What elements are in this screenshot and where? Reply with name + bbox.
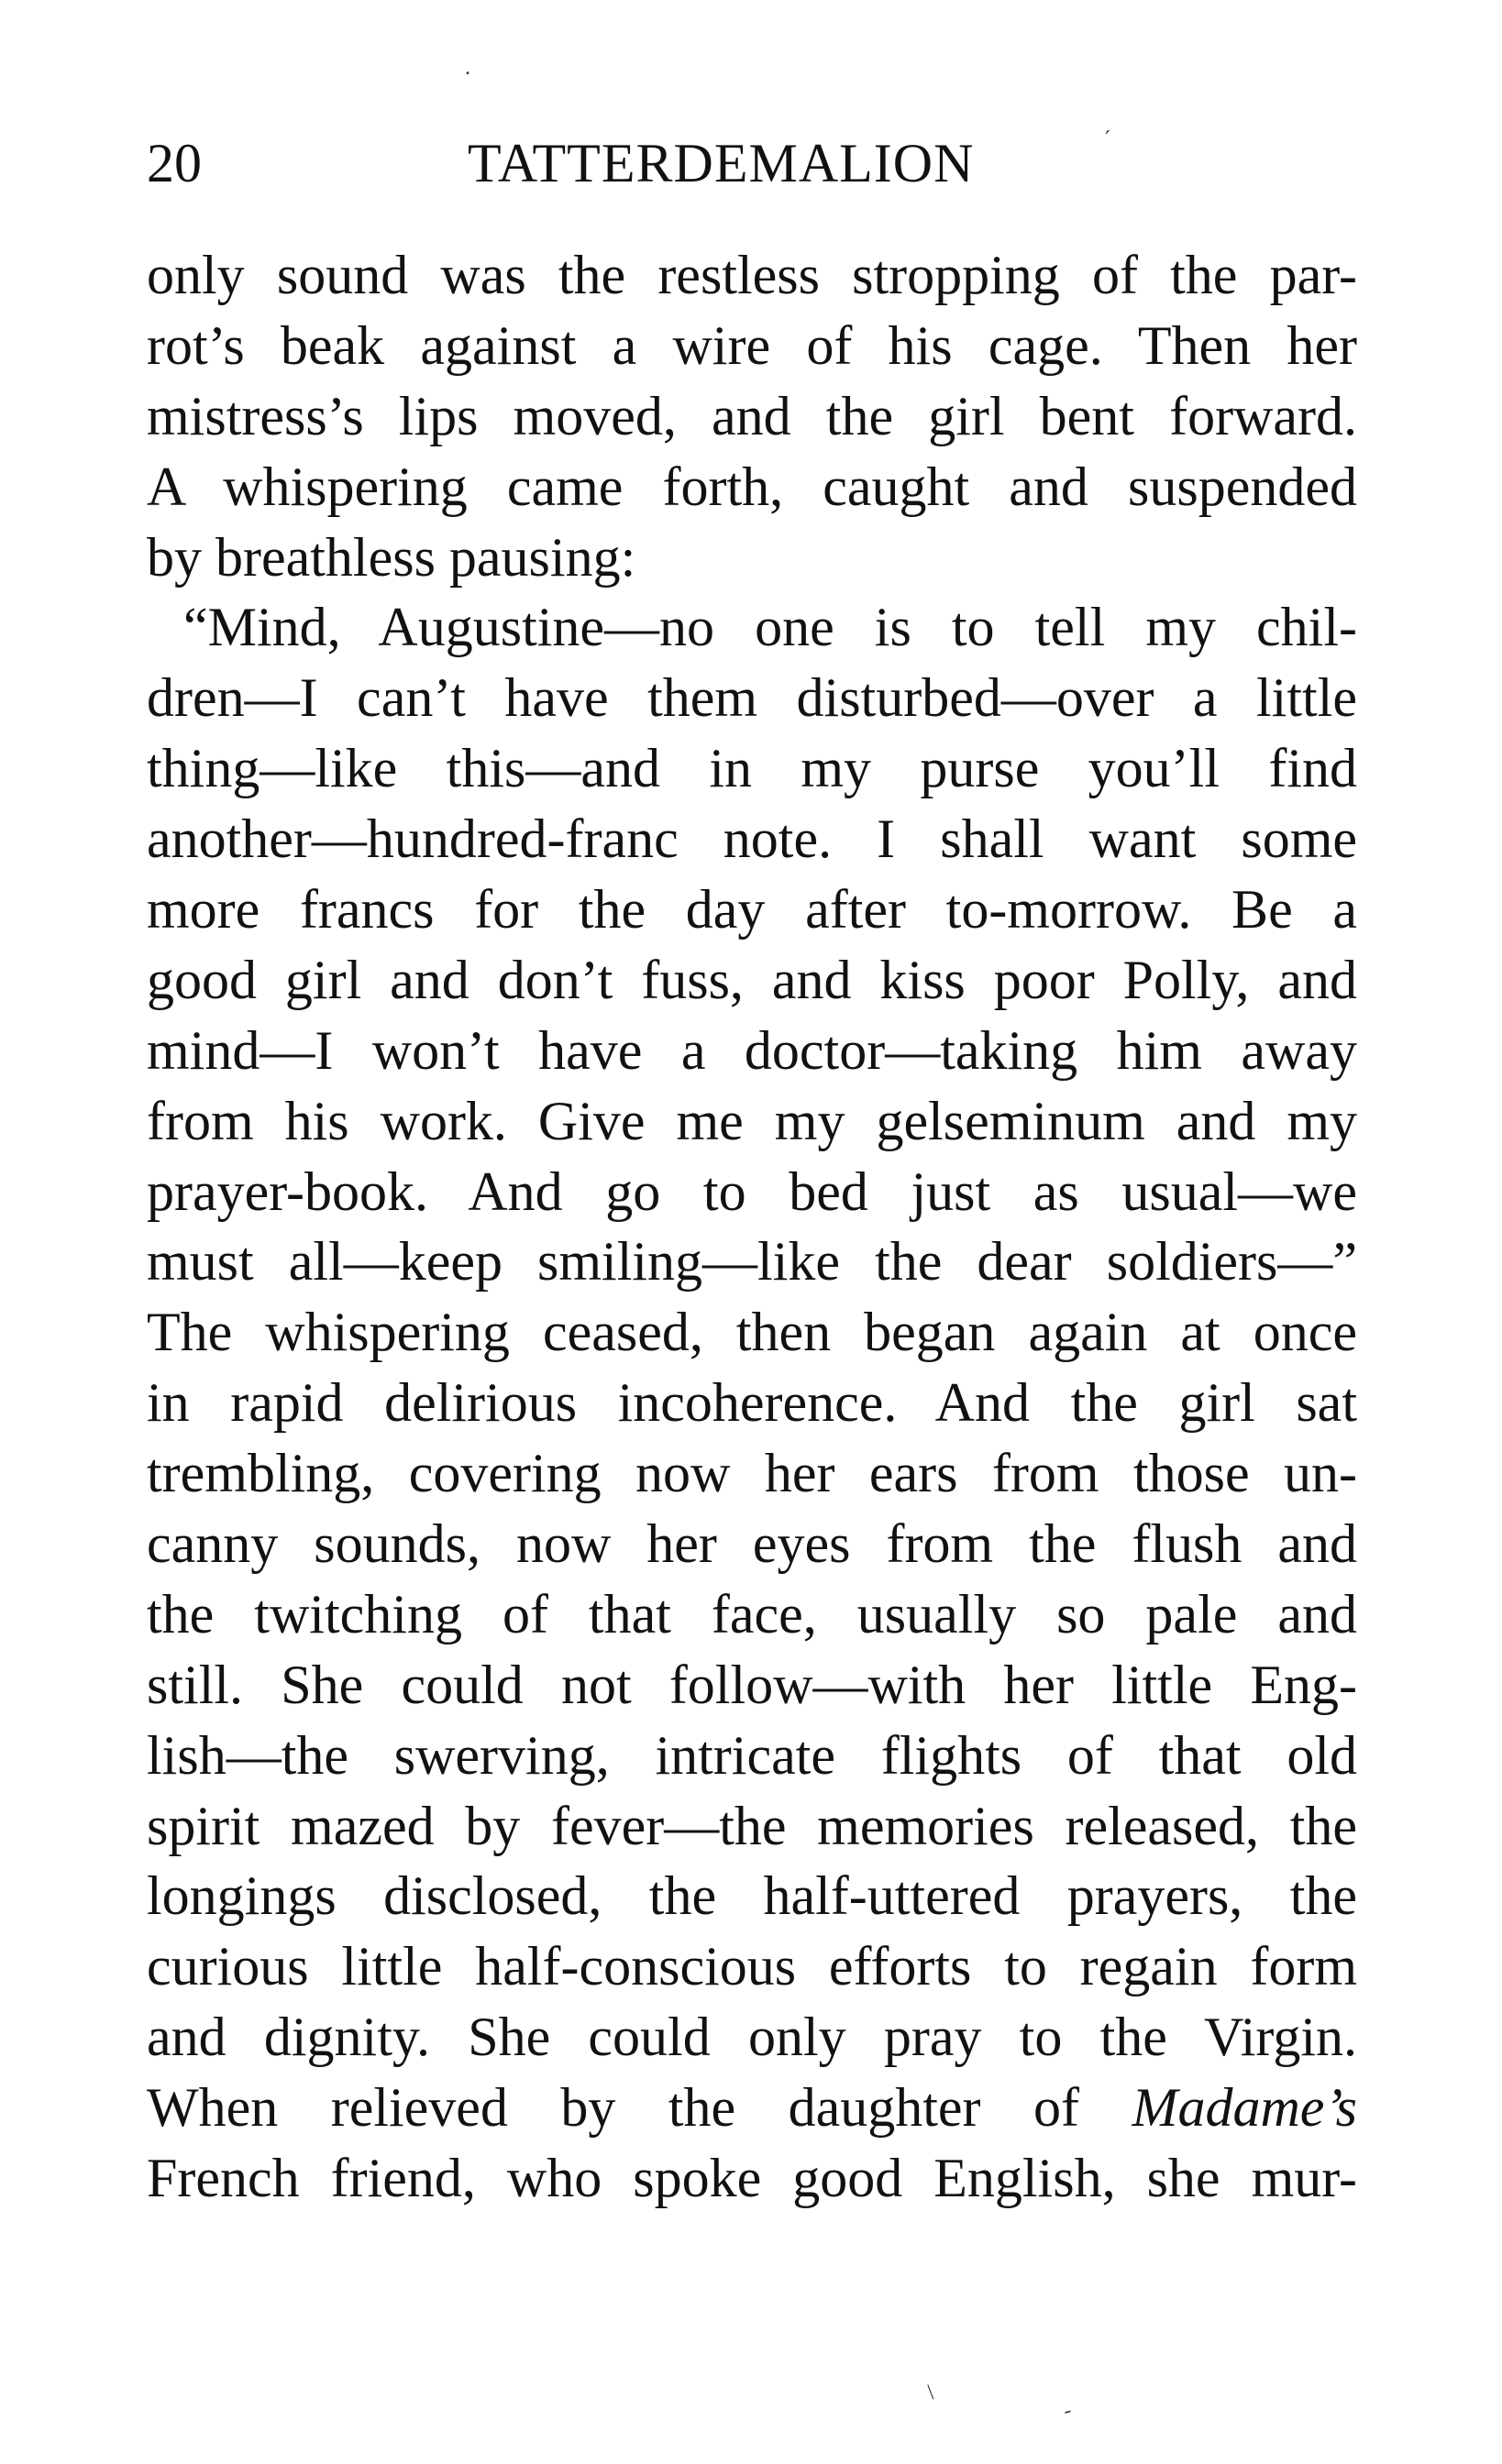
- text-line: mistress’s lips moved, and the girl bent forward.: [147, 385, 1357, 446]
- text-line: and dignity. She could only pray to the Virgin.: [147, 2007, 1357, 2068]
- running-head: [147, 126, 1357, 200]
- text-line: longings disclosed, the half-uttered prayers, the: [147, 1865, 1357, 1927]
- text-line: by breathless pausing:: [147, 526, 636, 588]
- text-line: spirit mazed by fever—the memories released, the: [147, 1795, 1357, 1856]
- text-line: from his work. Give me my gelseminum and my: [147, 1090, 1357, 1151]
- text-line: thing—like this—and in my purse you’ll find: [147, 738, 1357, 799]
- print-speck: ´: [1102, 126, 1115, 152]
- body-text: [147, 240, 1357, 2214]
- text-line: “Mind, Augustine—no one is to tell my chil-: [183, 597, 1357, 658]
- text-segment: When relieved by the daughter of: [147, 2077, 1079, 2139]
- running-title: TATTERDEMALION: [468, 133, 975, 193]
- text-line: A whispering came forth, caught and suspended: [147, 456, 1357, 517]
- text-line: trembling, covering now her ears from those un-: [147, 1443, 1357, 1504]
- page-number: 20: [147, 133, 202, 193]
- text-line: good girl and don’t fuss, and kiss poor Polly, and: [147, 949, 1357, 1010]
- text-line: curious little half-conscious efforts to regain form: [147, 1936, 1357, 1997]
- text-line: only sound was the restless stropping of the par-: [147, 245, 1357, 305]
- italic-word: Madame’s: [1132, 2077, 1358, 2139]
- text-line: French friend, who spoke good English, she mur-: [147, 2148, 1357, 2209]
- text-line: mind—I won’t have a doctor—taking him away: [147, 1019, 1357, 1081]
- text-line: The whispering ceased, then began again at once: [147, 1302, 1357, 1363]
- text-line: lish—the swerving, intricate flights of that old: [147, 1724, 1357, 1786]
- text-line-with-italic: [147, 2073, 1357, 2143]
- text-line: dren—I can’t have them disturbed—over a little: [147, 667, 1357, 729]
- text-line: still. She could not follow—with her little Eng-: [147, 1654, 1357, 1715]
- text-line: prayer-book. And go to bed just as usual—we: [147, 1160, 1357, 1222]
- text-line: in rapid delirious incoherence. And the girl sat: [147, 1372, 1357, 1434]
- text-line: another—hundred-franc note. I shall want some: [147, 808, 1357, 870]
- text-line: more francs for the day after to-morrow. Be a: [147, 879, 1357, 940]
- text-line: must all—keep smiling—like the dear soldiers—”: [147, 1231, 1357, 1292]
- print-speck: .: [465, 56, 470, 80]
- print-speck: /: [921, 2381, 942, 2404]
- print-speck: -: [1060, 2398, 1075, 2424]
- text-line: the twitching of that face, usually so pale and: [147, 1583, 1357, 1644]
- text-line: canny sounds, now her eyes from the flush and: [147, 1513, 1357, 1575]
- text-line: rot’s beak against a wire of his cage. Then her: [147, 314, 1357, 376]
